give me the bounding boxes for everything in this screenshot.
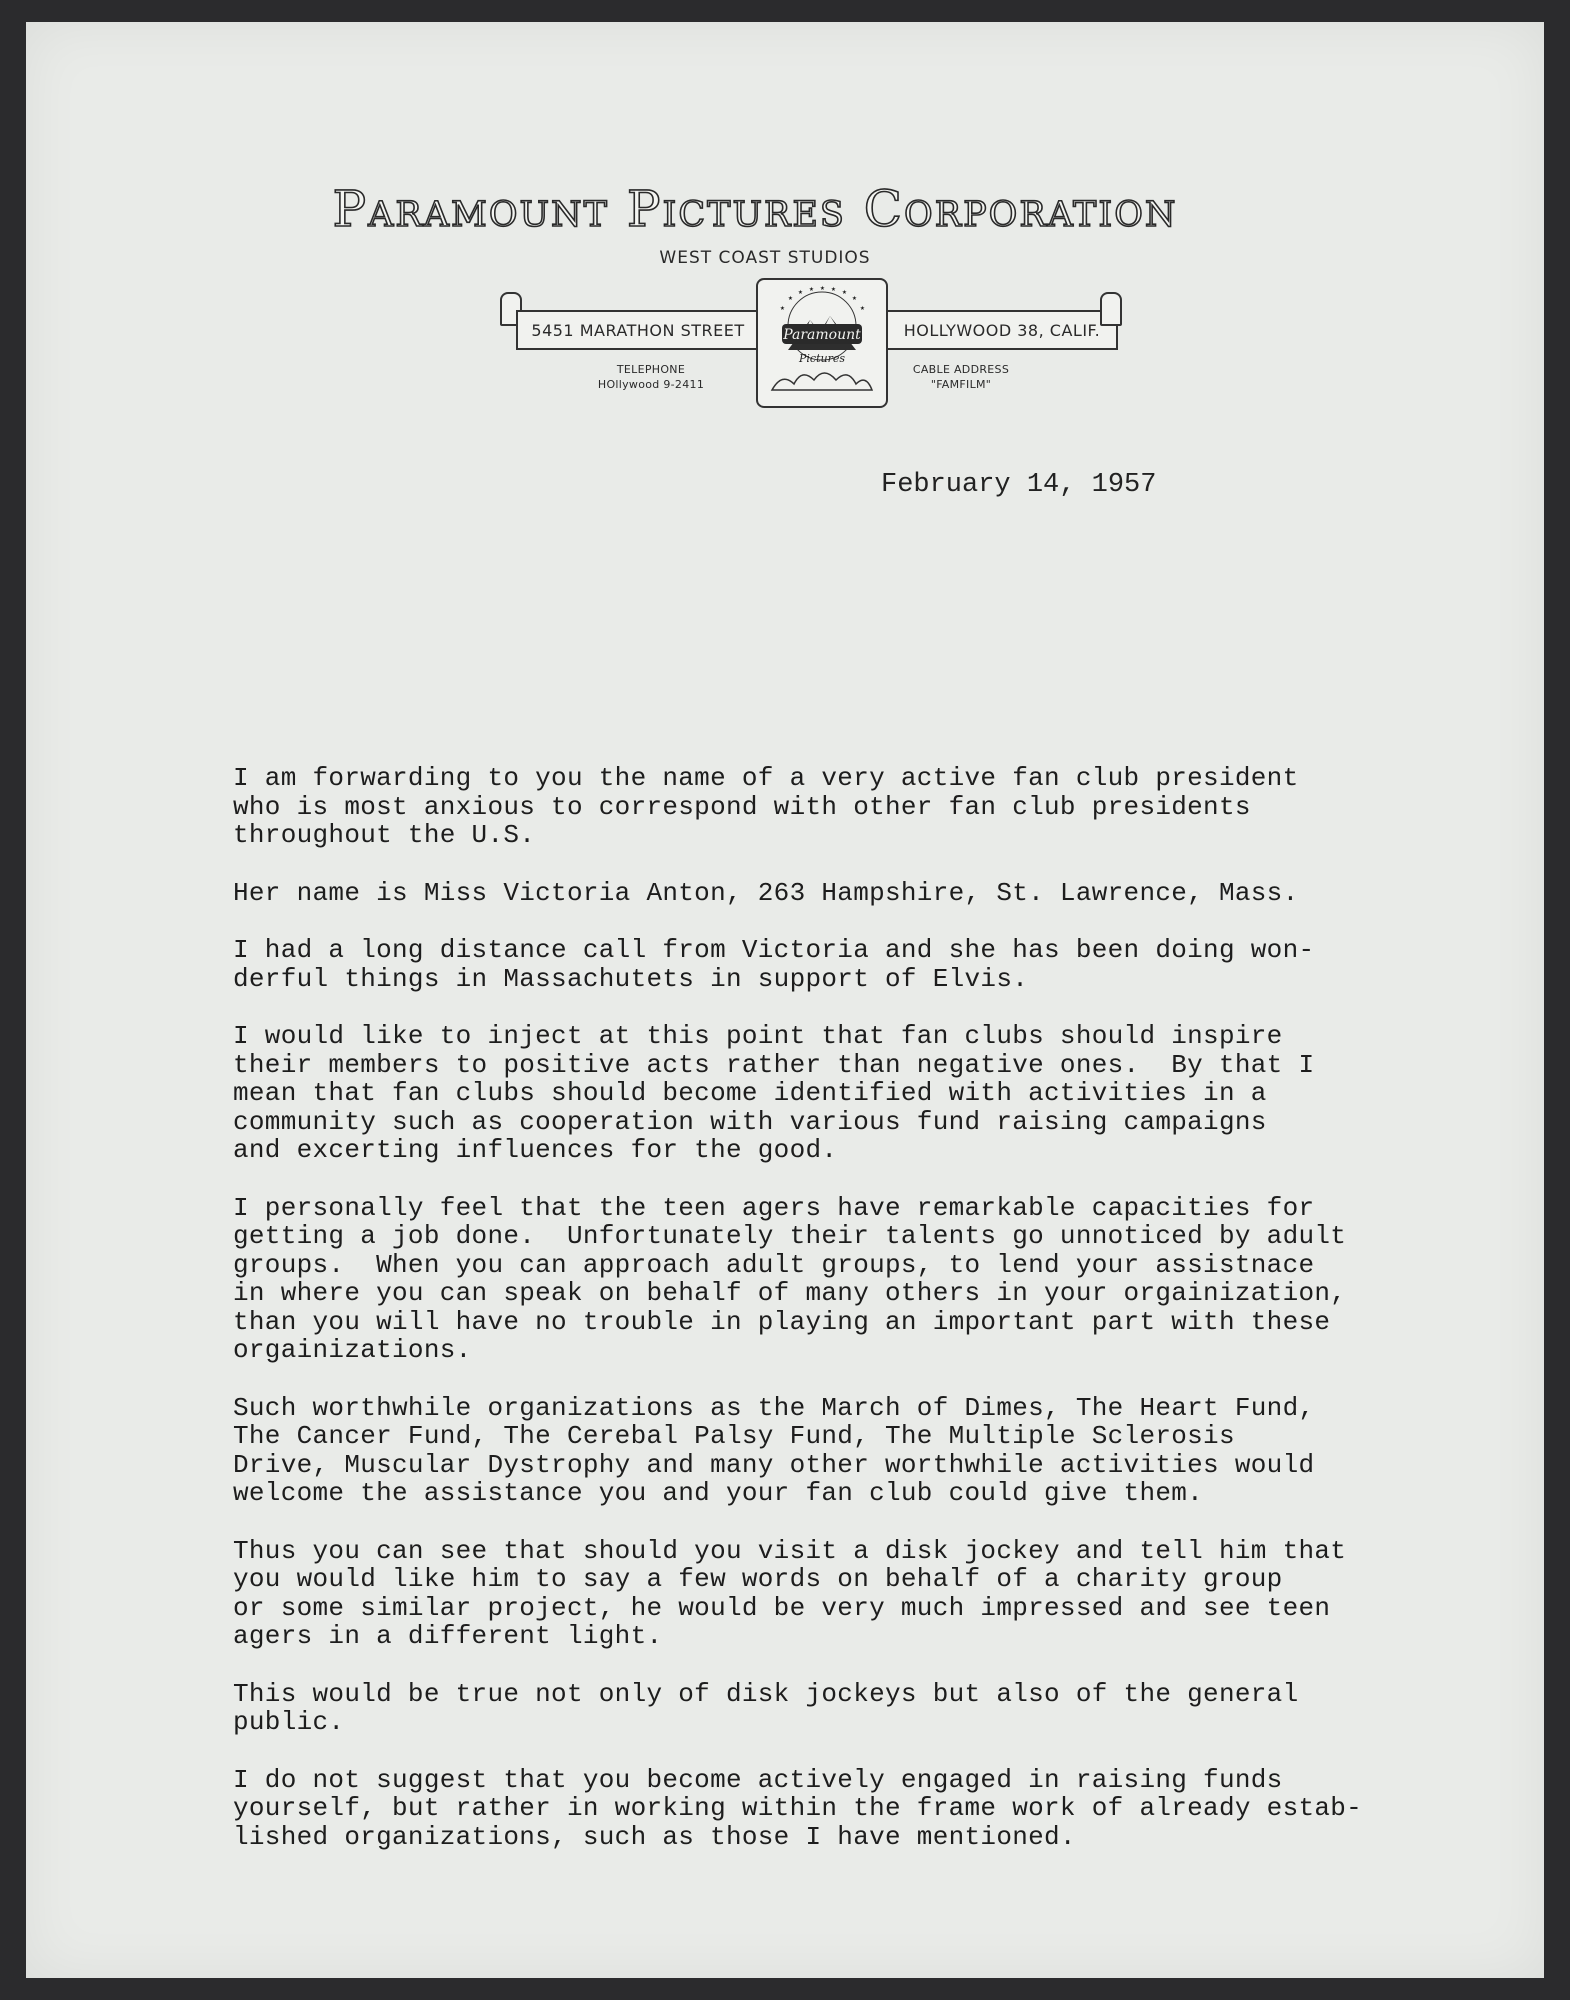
paragraph: Her name is Miss Victoria Anton, 263 Hampshire, St. Lawrence, Mass.: [233, 877, 1299, 908]
paragraph: Such worthwhile organizations as the March of Dimes, The Heart Fund, The Cancer Fund, The Cerebal Palsy Fund, The Multiple Sclerosis Drive, Muscular Dystrophy and many other worthwhile activities would welcome the assistance you and your fan club could give them.: [233, 1392, 1315, 1508]
letter-body: [233, 764, 1493, 1880]
paragraph: I would like to inject at this point that fan clubs should inspire their members to positive acts rather than negative ones. By that I mean that fan clubs should become identified with activities in a community such as cooperation with various fund raising campaigns and excerting influences for the good.: [233, 1021, 1315, 1165]
paragraph: I personally feel that the teen agers have remarkable capacities for getting a job done. Unfortunately their talents go unnoticed by adult groups. When you can approach adult groups, to lend your assistnace in where you can speak on behalf of many others in your orgainization, than you will have no trouble in playing an important part with these orgainizations.: [233, 1192, 1347, 1365]
paragraph: I am forwarding to you the name of a very active fan club president who is most anxious to correspond with other fan club presidents throughout the U.S.: [233, 763, 1299, 850]
telephone-label: TELEPHONE: [616, 363, 686, 376]
paragraph: I do not suggest that you become actively engaged in raising funds yourself, but rather in working within the frame work of already estab- lished organizations, such as those I have mentioned.: [233, 1764, 1363, 1852]
svg-text:★: ★: [860, 304, 865, 313]
svg-text:★: ★: [798, 288, 803, 297]
division-name: WEST COAST STUDIOS: [659, 248, 871, 268]
svg-text:★: ★: [780, 304, 785, 313]
svg-text:★: ★: [831, 285, 836, 294]
scroll-right-icon: [1100, 292, 1122, 326]
letter-date: February 14, 1957: [881, 470, 1157, 500]
paragraph: This would be true not only of disk jockeys but also of the general public.: [233, 1678, 1299, 1737]
address-street: 5451 MARATHON STREET: [516, 310, 760, 350]
logo-subtext: Pictures: [799, 352, 845, 365]
paragraph: Thus you can see that should you visit a disk jockey and tell him that you would like him to say a few words on behalf of a charity group or some similar project, he would be very much impressed and see teen agers in a different light.: [233, 1535, 1347, 1651]
logo-text: Paramount: [783, 327, 861, 343]
cable-label: CABLE ADDRESS: [912, 363, 1010, 376]
svg-text:★: ★: [852, 294, 857, 303]
paragraph: I had a long distance call from Victoria and she has been doing won- derful things in Massachutets in support of Elvis.: [233, 935, 1315, 994]
paramount-logo-icon: [756, 278, 888, 408]
svg-text:★: ★: [809, 285, 814, 294]
telephone-block: [576, 362, 726, 392]
letter-page: [26, 22, 1544, 1978]
address-city: HOLLYWOOD 38, CALIF.: [886, 310, 1118, 350]
telephone-number: HOllywood 9-2411: [597, 378, 705, 391]
cable-block: [886, 362, 1036, 392]
cable-address: "FAMFILM": [930, 378, 992, 391]
company-name: Paramount Pictures Corporation: [332, 180, 1178, 238]
svg-text:★: ★: [820, 284, 825, 293]
svg-text:★: ★: [788, 294, 793, 303]
svg-text:★: ★: [842, 288, 847, 297]
